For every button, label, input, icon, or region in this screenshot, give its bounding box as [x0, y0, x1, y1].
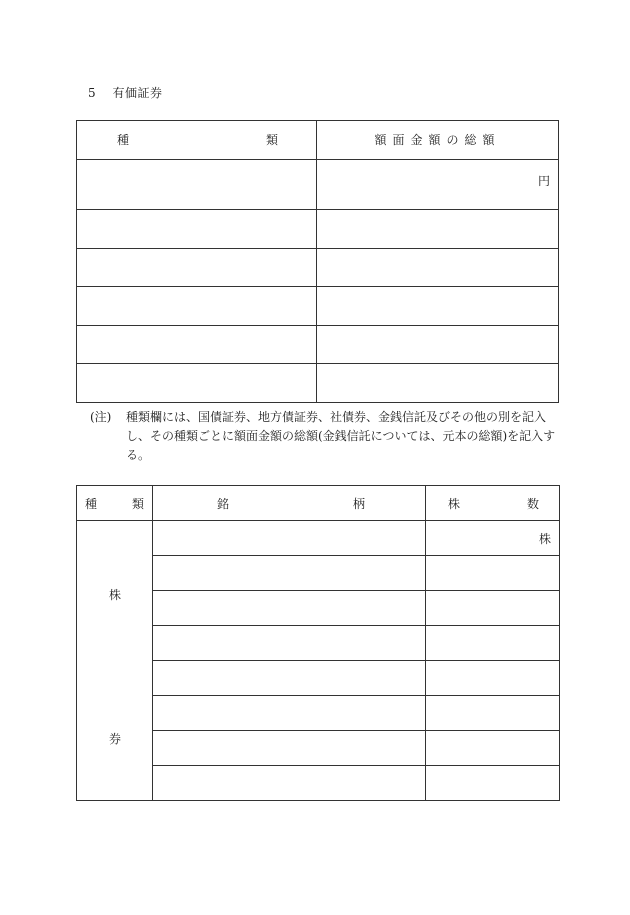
brand-cell[interactable]: [153, 521, 426, 556]
kind-cell[interactable]: [77, 210, 317, 249]
header-kind: [77, 121, 317, 160]
yen-unit: 円: [537, 173, 550, 188]
shares-cell[interactable]: [426, 556, 560, 591]
header-brand-char-1: 銘: [217, 496, 230, 511]
shares-cell[interactable]: [426, 591, 560, 626]
brand-cell[interactable]: [153, 626, 426, 661]
brand-cell[interactable]: [153, 766, 426, 801]
type-label-char-1: 株: [109, 588, 122, 602]
table-row: [77, 325, 559, 364]
section-number: 5: [88, 86, 97, 100]
type-label-char-2: 券: [109, 732, 122, 746]
header-kind-char-1: 種: [117, 133, 130, 148]
stock-table: [76, 485, 560, 801]
table-row: [77, 210, 559, 249]
header-kind-char-1: 種: [85, 496, 98, 511]
shares-unit: 株: [538, 531, 551, 546]
amount-cell[interactable]: [317, 287, 559, 326]
amount-cell[interactable]: [317, 210, 559, 249]
table-row: [77, 159, 559, 210]
header-brand: [153, 486, 426, 521]
table-row: [77, 287, 559, 326]
brand-cell[interactable]: [153, 696, 426, 731]
amount-cell[interactable]: [317, 159, 559, 210]
shares-cell[interactable]: [426, 696, 560, 731]
header-shares-char-2: 数: [526, 496, 539, 511]
amount-cell[interactable]: [317, 248, 559, 287]
shares-cell[interactable]: [426, 661, 560, 696]
header-shares-char-1: 株: [448, 496, 461, 511]
section-heading: [88, 84, 162, 101]
section-title: 有価証券: [112, 86, 163, 100]
shares-cell[interactable]: [426, 731, 560, 766]
header-total-face-value: 額面金額の総額: [317, 121, 559, 160]
brand-cell[interactable]: [153, 556, 426, 591]
shares-cell[interactable]: [426, 626, 560, 661]
brand-cell[interactable]: [153, 731, 426, 766]
table-header-row: [77, 121, 559, 160]
header-kind: [77, 486, 153, 521]
table-row: [77, 248, 559, 287]
table-header-row: [77, 486, 560, 521]
type-cell-stock: [77, 521, 153, 801]
amount-cell[interactable]: [317, 325, 559, 364]
table-row: [77, 364, 559, 403]
brand-cell[interactable]: [153, 591, 426, 626]
header-kind-char-2: 類: [131, 496, 144, 511]
note: [90, 408, 562, 465]
kind-cell[interactable]: [77, 159, 317, 210]
kind-cell[interactable]: [77, 248, 317, 287]
note-text: 種類欄には、国債証券、地方債証券、社債券、金銭信託及びその他の別を記入し、その種類ごとに額面金額の総額(金銭信託については、元本の総額)を記入する。: [126, 410, 556, 462]
kind-cell[interactable]: [77, 287, 317, 326]
shares-cell[interactable]: [426, 766, 560, 801]
header-brand-char-2: 柄: [352, 496, 365, 511]
kind-cell[interactable]: [77, 364, 317, 403]
header-kind-char-2: 類: [265, 133, 278, 148]
brand-cell[interactable]: [153, 661, 426, 696]
table-row: [77, 521, 560, 556]
securities-amount-table: [76, 120, 559, 403]
amount-cell[interactable]: [317, 364, 559, 403]
note-label: (注): [90, 410, 112, 424]
header-shares: [426, 486, 560, 521]
kind-cell[interactable]: [77, 325, 317, 364]
shares-cell[interactable]: [426, 521, 560, 556]
